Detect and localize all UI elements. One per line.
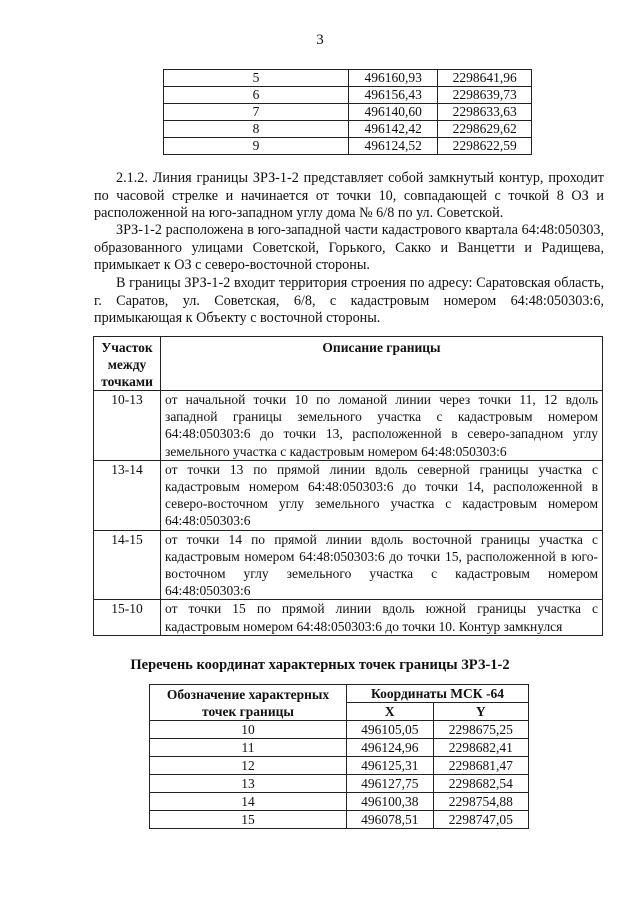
top-coordinates-table [163,69,532,155]
segment-cell: 15-10 [94,600,161,635]
x-cell: 496160,93 [349,70,438,87]
x-cell: 496078,51 [347,811,434,829]
table-row [94,600,603,635]
header-segment: Участок между точками [94,337,161,391]
point-cell: 5 [164,70,349,87]
header-coordinates: Координаты МСК -64 [347,685,529,703]
table-row [150,793,529,811]
paragraph-location: ЗРЗ-1-2 расположена в юго-западной части кадастрового квартала 64:48:050303, образованного улицами Советской, Горького, Сакко и Ванцетти и Радищева, примыкает к ОЗ с северо-восточной стороны. [94,222,604,273]
header-description: Описание границы [161,337,603,391]
table-row [164,70,532,87]
table-row [164,138,532,155]
table-row [150,739,529,757]
point-cell: 10 [150,721,347,739]
y-cell: 2298681,47 [433,757,528,775]
description-cell: от начальной точки 10 по ломаной линии через точки 11, 12 вдоль западной границы земельного участка с кадастровым номером 64:48:050303:6 до точки 13, расположенной в северо-западном углу земельного участка с кадастровым номером 64:48:050303:6 [161,391,603,461]
point-cell: 9 [164,138,349,155]
table-header-row [150,685,529,703]
x-cell: 496142,42 [349,121,438,138]
x-cell: 496105,05 [347,721,434,739]
boundary-coordinates-table [149,684,529,829]
page-number: 3 [316,32,324,48]
y-cell: 2298641,96 [438,70,532,87]
coordinates-list-title: Перечень координат характерных точек границы ЗРЗ-1-2 [130,657,510,673]
y-cell: 2298629,62 [438,121,532,138]
point-cell: 7 [164,104,349,121]
table-row [150,811,529,829]
point-cell: 15 [150,811,347,829]
segment-cell: 10-13 [94,391,161,461]
x-cell: 496100,38 [347,793,434,811]
table-row [94,460,603,530]
segment-cell: 13-14 [94,460,161,530]
point-cell: 8 [164,121,349,138]
table-header-row [94,337,603,391]
table-row [94,391,603,461]
y-cell: 2298747,05 [433,811,528,829]
table-row [150,775,529,793]
table-row [164,121,532,138]
y-cell: 2298639,73 [438,87,532,104]
y-cell: 2298682,54 [433,775,528,793]
y-cell: 2298754,88 [433,793,528,811]
x-cell: 496124,52 [349,138,438,155]
paragraph-territory: В границы ЗРЗ-1-2 входит территория строения по адресу: Саратовская область, г. Саратов, ул. Советская, 6/8, с кадастровым номером 64:48:050303:6, примыкающая к Объекту с восточной стороны. [94,275,604,326]
x-cell: 496124,96 [347,739,434,757]
table-row [150,757,529,775]
point-cell: 13 [150,775,347,793]
header-points: Обозначение характерных точек границы [150,685,347,721]
x-cell: 496125,31 [347,757,434,775]
table-row [164,104,532,121]
description-cell: от точки 14 по прямой линии вдоль восточной границы участка с кадастровым номером 64:48:050303:6 до точки 15, расположенной в юго-восточном углу земельного участка с кадастровым номером 64:48:050303:6 [161,530,603,600]
point-cell: 6 [164,87,349,104]
point-cell: 14 [150,793,347,811]
header-y: Y [433,703,528,721]
x-cell: 496127,75 [347,775,434,793]
y-cell: 2298675,25 [433,721,528,739]
y-cell: 2298682,41 [433,739,528,757]
header-x: X [347,703,434,721]
description-cell: от точки 13 по прямой линии вдоль северной границы участка с кадастровым номером 64:48:050303:6 до точки 14, расположенной в северо-восточном углу земельного участка с кадастровым номером 64:48:050303:6 [161,460,603,530]
table-row [150,721,529,739]
boundary-description-table [93,336,603,636]
paragraph-boundary-description: 2.1.2. Линия границы ЗРЗ-1-2 представляет собой замкнутый контур, проходит по часовой стрелке и начинается от точки 10, совпадающей с точкой 8 ОЗ и расположенной на юго-западном углу дома № 6/8 по ул. Советской. [94,170,604,221]
x-cell: 496156,43 [349,87,438,104]
table-row [94,530,603,600]
point-cell: 11 [150,739,347,757]
point-cell: 12 [150,757,347,775]
y-cell: 2298633,63 [438,104,532,121]
y-cell: 2298622,59 [438,138,532,155]
table-row [164,87,532,104]
description-cell: от точки 15 по прямой линии вдоль южной границы участка с кадастровым номером 64:48:050303:6 до точки 10. Контур замкнулся [161,600,603,635]
segment-cell: 14-15 [94,530,161,600]
x-cell: 496140,60 [349,104,438,121]
